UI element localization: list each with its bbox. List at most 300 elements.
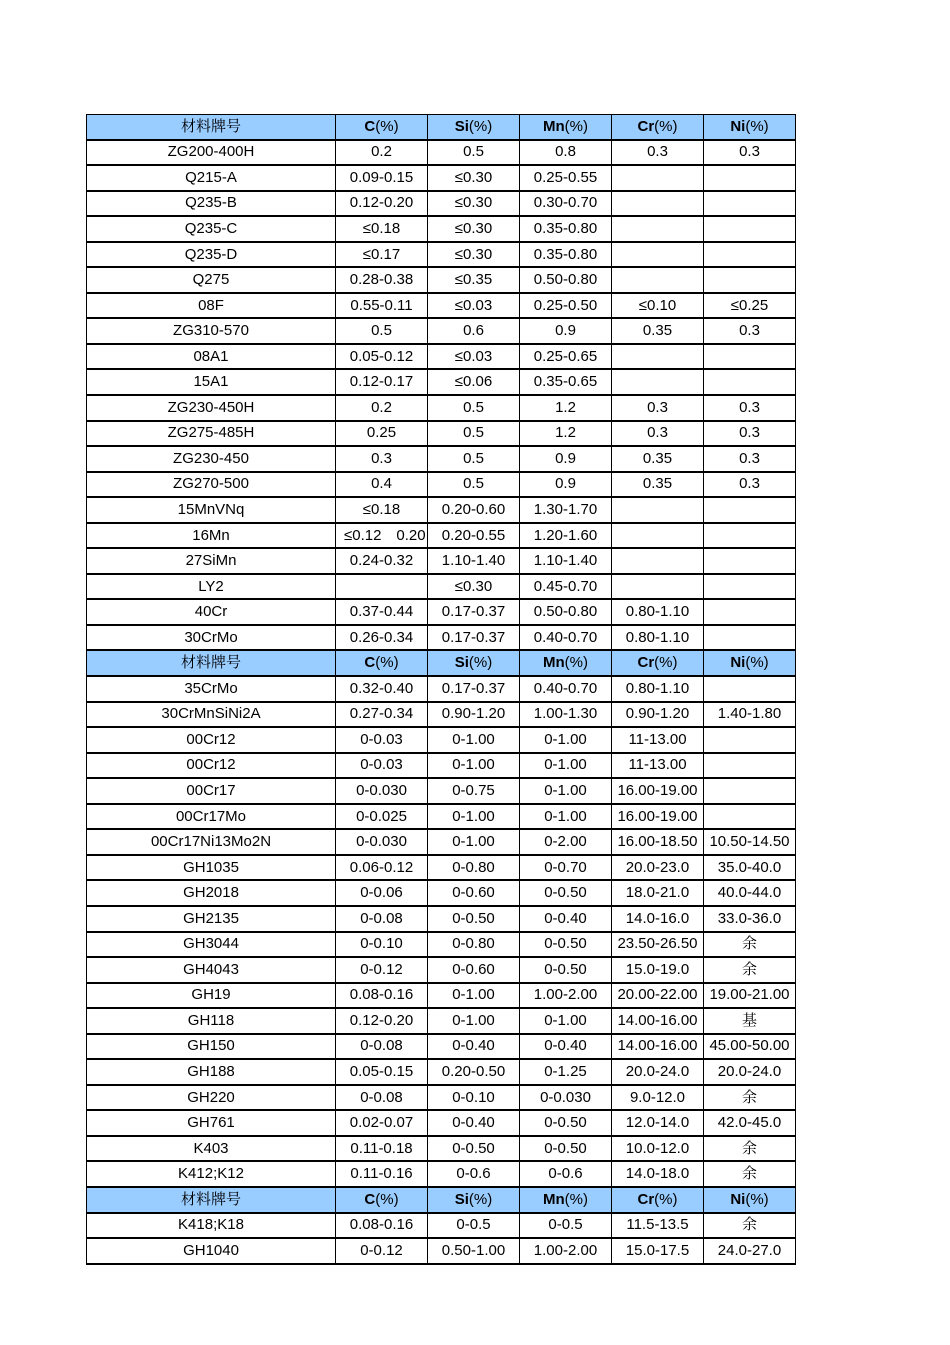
unit-label: (%) bbox=[468, 654, 493, 672]
cell-grade: 15A1 bbox=[87, 369, 336, 395]
cell-carbon: 0-0.03 bbox=[336, 727, 428, 753]
cell-grade: 00Cr12 bbox=[87, 753, 336, 779]
cell-silicon: 0.20-0.50 bbox=[428, 1059, 520, 1085]
table-row bbox=[87, 702, 796, 728]
unit-label: (%) bbox=[468, 1190, 493, 1208]
cell-chromium: 0.3 bbox=[612, 140, 704, 166]
cell-grade: Q215-A bbox=[87, 165, 336, 191]
material-composition-table bbox=[86, 114, 796, 1265]
cell-grade: K418;K18 bbox=[87, 1213, 336, 1239]
cell-silicon: 0-0.60 bbox=[428, 880, 520, 906]
cell-silicon: 0-0.80 bbox=[428, 855, 520, 881]
cell-chromium: 9.0-12.0 bbox=[612, 1085, 704, 1111]
cell-grade: GH761 bbox=[87, 1110, 336, 1136]
table-row bbox=[87, 165, 796, 191]
cell-nickel bbox=[704, 676, 796, 702]
cell-chromium: 16.00-19.00 bbox=[612, 804, 704, 830]
cell-grade: GH1035 bbox=[87, 855, 336, 881]
cell-manganese: 0.9 bbox=[520, 318, 612, 344]
table-row bbox=[87, 523, 796, 549]
cell-chromium bbox=[612, 369, 704, 395]
unit-label: (%) bbox=[654, 654, 678, 672]
cell-chromium bbox=[612, 165, 704, 191]
cell-manganese: 1.2 bbox=[520, 421, 612, 447]
cell-chromium: 15.0-17.5 bbox=[612, 1238, 704, 1264]
table-row bbox=[87, 421, 796, 447]
cell-silicon: 0-0.40 bbox=[428, 1034, 520, 1060]
cell-chromium bbox=[612, 267, 704, 293]
unit-label: (%) bbox=[564, 117, 588, 135]
header-cell-manganese bbox=[520, 115, 612, 140]
header-cell-manganese bbox=[520, 1187, 612, 1213]
cell-silicon: 0.17-0.37 bbox=[428, 625, 520, 651]
table-row bbox=[87, 140, 796, 166]
cell-nickel bbox=[704, 216, 796, 242]
cell-silicon: 0-1.00 bbox=[428, 829, 520, 855]
cell-chromium bbox=[612, 497, 704, 523]
cell-manganese: 0-0.5 bbox=[520, 1213, 612, 1239]
cell-manganese: 1.00-2.00 bbox=[520, 983, 612, 1009]
cell-chromium: 12.0-14.0 bbox=[612, 1110, 704, 1136]
cell-grade: GH188 bbox=[87, 1059, 336, 1085]
cell-nickel: 19.00-21.00 bbox=[704, 983, 796, 1009]
cell-manganese: 0.35-0.65 bbox=[520, 369, 612, 395]
table-row bbox=[87, 1161, 796, 1187]
table-row bbox=[87, 242, 796, 268]
element-symbol: Si bbox=[454, 1190, 469, 1208]
cell-silicon: 0-1.00 bbox=[428, 804, 520, 830]
cell-carbon: 0.27-0.34 bbox=[336, 702, 428, 728]
cell-chromium bbox=[612, 191, 704, 217]
header-cell-nickel bbox=[704, 650, 796, 676]
table-row bbox=[87, 727, 796, 753]
table-row bbox=[87, 446, 796, 472]
cell-grade: ZG230-450H bbox=[87, 395, 336, 421]
unit-label: (%) bbox=[654, 1190, 678, 1208]
cell-silicon: 0-1.00 bbox=[428, 727, 520, 753]
cell-grade: ZG230-450 bbox=[87, 446, 336, 472]
cell-manganese: 0-0.50 bbox=[520, 957, 612, 983]
cell-chromium: 14.0-16.0 bbox=[612, 906, 704, 932]
cell-carbon: 0.37-0.44 bbox=[336, 599, 428, 625]
cell-carbon: 0.12-0.20 bbox=[336, 1008, 428, 1034]
element-symbol: Si bbox=[454, 117, 469, 135]
cell-nickel: 余 bbox=[704, 932, 796, 958]
cell-silicon: ≤0.30 bbox=[428, 216, 520, 242]
cell-chromium: 16.00-18.50 bbox=[612, 829, 704, 855]
cell-manganese: 0.50-0.80 bbox=[520, 599, 612, 625]
cell-nickel bbox=[704, 242, 796, 268]
cell-carbon: 0.25 bbox=[336, 421, 428, 447]
element-symbol: C bbox=[364, 654, 376, 672]
cell-chromium: 0.35 bbox=[612, 446, 704, 472]
cell-grade: GH220 bbox=[87, 1085, 336, 1111]
cell-nickel bbox=[704, 369, 796, 395]
cell-chromium: 20.0-23.0 bbox=[612, 855, 704, 881]
table-row bbox=[87, 1213, 796, 1239]
cell-grade: GH1040 bbox=[87, 1238, 336, 1264]
cell-nickel: 40.0-44.0 bbox=[704, 880, 796, 906]
cell-grade: GH2135 bbox=[87, 906, 336, 932]
cell-nickel bbox=[704, 267, 796, 293]
cell-chromium: 20.00-22.00 bbox=[612, 983, 704, 1009]
header-cell-carbon bbox=[336, 115, 428, 140]
cell-carbon: 0.02-0.07 bbox=[336, 1110, 428, 1136]
cell-manganese: 1.30-1.70 bbox=[520, 497, 612, 523]
cell-chromium: 16.00-19.00 bbox=[612, 778, 704, 804]
cell-nickel: 0.3 bbox=[704, 421, 796, 447]
cell-chromium: 0.80-1.10 bbox=[612, 676, 704, 702]
header-cell-nickel bbox=[704, 1187, 796, 1213]
cell-grade: GH150 bbox=[87, 1034, 336, 1060]
cell-manganese: 0.40-0.70 bbox=[520, 625, 612, 651]
cell-manganese: 0.35-0.80 bbox=[520, 242, 612, 268]
element-symbol: Si bbox=[454, 654, 469, 672]
cell-carbon: ≤0.18 bbox=[336, 497, 428, 523]
cell-carbon bbox=[336, 574, 428, 600]
table-row bbox=[87, 369, 796, 395]
cell-carbon: 0-0.06 bbox=[336, 880, 428, 906]
cell-chromium: 10.0-12.0 bbox=[612, 1136, 704, 1162]
cell-nickel: 余 bbox=[704, 1085, 796, 1111]
cell-nickel: 0.3 bbox=[704, 318, 796, 344]
cell-carbon: 0.12-0.20 bbox=[336, 191, 428, 217]
cell-manganese: 0-1.00 bbox=[520, 753, 612, 779]
table-row bbox=[87, 625, 796, 651]
cell-nickel bbox=[704, 625, 796, 651]
cell-nickel: 35.0-40.0 bbox=[704, 855, 796, 881]
header-cell-nickel bbox=[704, 115, 796, 140]
cell-chromium bbox=[612, 523, 704, 549]
cell-grade: Q235-D bbox=[87, 242, 336, 268]
header-cell-chromium bbox=[612, 650, 704, 676]
cell-silicon: 0.5 bbox=[428, 472, 520, 498]
cell-carbon: 0.55-0.11 bbox=[336, 293, 428, 319]
table-row bbox=[87, 829, 796, 855]
cell-carbon: 0-0.025 bbox=[336, 804, 428, 830]
cell-carbon: ≤0.12 0.20 bbox=[336, 523, 428, 549]
cell-silicon: 0.20-0.55 bbox=[428, 523, 520, 549]
cell-silicon: ≤0.30 bbox=[428, 191, 520, 217]
cell-silicon: 1.10-1.40 bbox=[428, 548, 520, 574]
cell-manganese: 0-2.00 bbox=[520, 829, 612, 855]
cell-carbon: 0-0.030 bbox=[336, 778, 428, 804]
cell-nickel bbox=[704, 778, 796, 804]
cell-silicon: ≤0.03 bbox=[428, 293, 520, 319]
header-row bbox=[87, 1187, 796, 1213]
cell-chromium: 14.0-18.0 bbox=[612, 1161, 704, 1187]
cell-chromium: 0.3 bbox=[612, 421, 704, 447]
table-row bbox=[87, 318, 796, 344]
cell-nickel: 24.0-27.0 bbox=[704, 1238, 796, 1264]
cell-manganese: 0.30-0.70 bbox=[520, 191, 612, 217]
cell-nickel: 余 bbox=[704, 1161, 796, 1187]
table-row bbox=[87, 957, 796, 983]
cell-manganese: 0.25-0.55 bbox=[520, 165, 612, 191]
cell-grade: 00Cr17Mo bbox=[87, 804, 336, 830]
element-symbol: Cr bbox=[637, 1190, 655, 1208]
cell-manganese: 1.10-1.40 bbox=[520, 548, 612, 574]
cell-carbon: 0.3 bbox=[336, 446, 428, 472]
cell-silicon: 0-0.6 bbox=[428, 1161, 520, 1187]
cell-carbon: 0.11-0.16 bbox=[336, 1161, 428, 1187]
cell-chromium bbox=[612, 242, 704, 268]
cell-silicon: 0-0.75 bbox=[428, 778, 520, 804]
table-row bbox=[87, 344, 796, 370]
cell-grade: ZG200-400H bbox=[87, 140, 336, 166]
cell-carbon: 0.12-0.17 bbox=[336, 369, 428, 395]
header-cell-silicon bbox=[428, 1187, 520, 1213]
header-row bbox=[87, 115, 796, 140]
cell-silicon: 0-0.60 bbox=[428, 957, 520, 983]
cell-manganese: 0-0.6 bbox=[520, 1161, 612, 1187]
unit-label: (%) bbox=[375, 117, 399, 135]
cell-nickel: 0.3 bbox=[704, 472, 796, 498]
table-body bbox=[87, 115, 796, 1264]
cell-manganese: 0-0.50 bbox=[520, 880, 612, 906]
table-row bbox=[87, 216, 796, 242]
cell-grade: Q235-B bbox=[87, 191, 336, 217]
cell-nickel: 1.40-1.80 bbox=[704, 702, 796, 728]
cell-silicon: 0-1.00 bbox=[428, 983, 520, 1009]
header-cell-carbon bbox=[336, 1187, 428, 1213]
cell-carbon: 0.2 bbox=[336, 395, 428, 421]
header-cell-grade: 材料牌号 bbox=[87, 115, 336, 140]
cell-chromium: 0.35 bbox=[612, 472, 704, 498]
cell-carbon: 0.06-0.12 bbox=[336, 855, 428, 881]
element-symbol: Cr bbox=[637, 117, 655, 135]
unit-label: (%) bbox=[745, 117, 769, 135]
cell-manganese: 0-0.70 bbox=[520, 855, 612, 881]
cell-chromium: 11.5-13.5 bbox=[612, 1213, 704, 1239]
cell-chromium bbox=[612, 548, 704, 574]
table-row bbox=[87, 1136, 796, 1162]
cell-grade: GH4043 bbox=[87, 957, 336, 983]
cell-carbon: 0.05-0.12 bbox=[336, 344, 428, 370]
cell-carbon: 0.11-0.18 bbox=[336, 1136, 428, 1162]
cell-nickel: 0.3 bbox=[704, 446, 796, 472]
cell-nickel bbox=[704, 599, 796, 625]
element-symbol: C bbox=[364, 1190, 376, 1208]
cell-nickel: 余 bbox=[704, 1136, 796, 1162]
header-cell-chromium bbox=[612, 115, 704, 140]
unit-label: (%) bbox=[468, 117, 493, 135]
cell-carbon: 0.05-0.15 bbox=[336, 1059, 428, 1085]
table-row bbox=[87, 472, 796, 498]
table-row bbox=[87, 1059, 796, 1085]
cell-grade: Q275 bbox=[87, 267, 336, 293]
table-row bbox=[87, 932, 796, 958]
cell-manganese: 1.20-1.60 bbox=[520, 523, 612, 549]
cell-grade: 35CrMo bbox=[87, 676, 336, 702]
table-row bbox=[87, 906, 796, 932]
cell-nickel: 0.3 bbox=[704, 140, 796, 166]
cell-chromium: 0.90-1.20 bbox=[612, 702, 704, 728]
element-symbol: Mn bbox=[543, 1190, 565, 1208]
cell-nickel bbox=[704, 753, 796, 779]
cell-chromium bbox=[612, 574, 704, 600]
cell-grade: 15MnVNq bbox=[87, 497, 336, 523]
element-symbol: Ni bbox=[730, 117, 746, 135]
cell-chromium: 0.80-1.10 bbox=[612, 599, 704, 625]
cell-manganese: 0-1.00 bbox=[520, 727, 612, 753]
cell-silicon: 0-1.00 bbox=[428, 1008, 520, 1034]
cell-carbon: 0.4 bbox=[336, 472, 428, 498]
cell-silicon: ≤0.30 bbox=[428, 242, 520, 268]
table-row bbox=[87, 804, 796, 830]
cell-carbon: 0.08-0.16 bbox=[336, 1213, 428, 1239]
cell-silicon: 0.20-0.60 bbox=[428, 497, 520, 523]
unit-label: (%) bbox=[564, 654, 588, 672]
cell-nickel: 20.0-24.0 bbox=[704, 1059, 796, 1085]
cell-silicon: 0.6 bbox=[428, 318, 520, 344]
cell-grade: 16Mn bbox=[87, 523, 336, 549]
cell-silicon: 0.5 bbox=[428, 446, 520, 472]
cell-silicon: 0-1.00 bbox=[428, 753, 520, 779]
cell-silicon: ≤0.03 bbox=[428, 344, 520, 370]
cell-nickel bbox=[704, 727, 796, 753]
cell-carbon: 0-0.12 bbox=[336, 957, 428, 983]
cell-carbon: 0.2 bbox=[336, 140, 428, 166]
cell-carbon: 0.5 bbox=[336, 318, 428, 344]
cell-manganese: 0.8 bbox=[520, 140, 612, 166]
cell-manganese: 0-0.50 bbox=[520, 1110, 612, 1136]
cell-carbon: ≤0.17 bbox=[336, 242, 428, 268]
table-row bbox=[87, 753, 796, 779]
cell-silicon: 0.50-1.00 bbox=[428, 1238, 520, 1264]
table-row bbox=[87, 497, 796, 523]
cell-nickel: 余 bbox=[704, 1213, 796, 1239]
cell-nickel bbox=[704, 574, 796, 600]
cell-manganese: 0.9 bbox=[520, 446, 612, 472]
table-row bbox=[87, 1238, 796, 1264]
cell-manganese: 0-1.00 bbox=[520, 804, 612, 830]
cell-grade: ZG310-570 bbox=[87, 318, 336, 344]
cell-manganese: 0-1.25 bbox=[520, 1059, 612, 1085]
cell-grade: GH2018 bbox=[87, 880, 336, 906]
cell-manganese: 0-0.030 bbox=[520, 1085, 612, 1111]
cell-carbon: 0.09-0.15 bbox=[336, 165, 428, 191]
cell-chromium: 18.0-21.0 bbox=[612, 880, 704, 906]
cell-silicon: 0.5 bbox=[428, 395, 520, 421]
cell-carbon: ≤0.18 bbox=[336, 216, 428, 242]
cell-manganese: 0-1.00 bbox=[520, 778, 612, 804]
cell-grade: 00Cr12 bbox=[87, 727, 336, 753]
cell-manganese: 0-1.00 bbox=[520, 1008, 612, 1034]
header-cell-grade: 材料牌号 bbox=[87, 650, 336, 676]
cell-silicon: 0-0.80 bbox=[428, 932, 520, 958]
cell-chromium bbox=[612, 344, 704, 370]
cell-nickel: 45.00-50.00 bbox=[704, 1034, 796, 1060]
cell-grade: 08A1 bbox=[87, 344, 336, 370]
cell-silicon: ≤0.35 bbox=[428, 267, 520, 293]
unit-label: (%) bbox=[564, 1190, 588, 1208]
cell-nickel bbox=[704, 165, 796, 191]
table-row bbox=[87, 778, 796, 804]
cell-nickel: ≤0.25 bbox=[704, 293, 796, 319]
unit-label: (%) bbox=[375, 1190, 399, 1208]
cell-silicon: 0.17-0.37 bbox=[428, 676, 520, 702]
table-row bbox=[87, 1008, 796, 1034]
table-row bbox=[87, 1110, 796, 1136]
unit-label: (%) bbox=[745, 1190, 769, 1208]
cell-manganese: 0.9 bbox=[520, 472, 612, 498]
cell-grade: GH3044 bbox=[87, 932, 336, 958]
header-row bbox=[87, 650, 796, 676]
element-symbol: Mn bbox=[543, 117, 565, 135]
cell-chromium: 11-13.00 bbox=[612, 727, 704, 753]
cell-manganese: 1.00-2.00 bbox=[520, 1238, 612, 1264]
cell-nickel: 33.0-36.0 bbox=[704, 906, 796, 932]
cell-silicon: ≤0.06 bbox=[428, 369, 520, 395]
cell-carbon: 0-0.10 bbox=[336, 932, 428, 958]
cell-silicon: 0.5 bbox=[428, 140, 520, 166]
element-symbol: Ni bbox=[730, 1190, 746, 1208]
table-row bbox=[87, 293, 796, 319]
cell-nickel bbox=[704, 804, 796, 830]
cell-nickel bbox=[704, 344, 796, 370]
cell-manganese: 0-0.40 bbox=[520, 906, 612, 932]
cell-grade: K403 bbox=[87, 1136, 336, 1162]
cell-grade: GH19 bbox=[87, 983, 336, 1009]
cell-carbon: 0-0.08 bbox=[336, 906, 428, 932]
cell-carbon: 0.24-0.32 bbox=[336, 548, 428, 574]
cell-manganese: 0-0.50 bbox=[520, 1136, 612, 1162]
table-row bbox=[87, 880, 796, 906]
cell-chromium bbox=[612, 216, 704, 242]
element-symbol: C bbox=[364, 117, 376, 135]
cell-manganese: 0.25-0.50 bbox=[520, 293, 612, 319]
cell-grade: 30CrMnSiNi2A bbox=[87, 702, 336, 728]
cell-manganese: 0.45-0.70 bbox=[520, 574, 612, 600]
cell-manganese: 1.2 bbox=[520, 395, 612, 421]
cell-carbon: 0.26-0.34 bbox=[336, 625, 428, 651]
table-row bbox=[87, 855, 796, 881]
table-row bbox=[87, 267, 796, 293]
cell-manganese: 0-0.50 bbox=[520, 932, 612, 958]
cell-carbon: 0-0.08 bbox=[336, 1034, 428, 1060]
cell-chromium: ≤0.10 bbox=[612, 293, 704, 319]
cell-carbon: 0-0.08 bbox=[336, 1085, 428, 1111]
cell-silicon: 0-0.50 bbox=[428, 1136, 520, 1162]
cell-silicon: ≤0.30 bbox=[428, 165, 520, 191]
unit-label: (%) bbox=[745, 654, 769, 672]
header-cell-carbon bbox=[336, 650, 428, 676]
cell-manganese: 0.50-0.80 bbox=[520, 267, 612, 293]
cell-silicon: 0-0.5 bbox=[428, 1213, 520, 1239]
cell-grade: ZG270-500 bbox=[87, 472, 336, 498]
cell-silicon: 0-0.40 bbox=[428, 1110, 520, 1136]
cell-manganese: 0.40-0.70 bbox=[520, 676, 612, 702]
table-row bbox=[87, 599, 796, 625]
cell-carbon: 0-0.12 bbox=[336, 1238, 428, 1264]
cell-silicon: 0.5 bbox=[428, 421, 520, 447]
cell-chromium: 0.35 bbox=[612, 318, 704, 344]
cell-carbon: 0.08-0.16 bbox=[336, 983, 428, 1009]
cell-nickel: 基 bbox=[704, 1008, 796, 1034]
cell-nickel: 10.50-14.50 bbox=[704, 829, 796, 855]
unit-label: (%) bbox=[654, 117, 678, 135]
header-cell-silicon bbox=[428, 115, 520, 140]
cell-silicon: 0.17-0.37 bbox=[428, 599, 520, 625]
cell-nickel bbox=[704, 523, 796, 549]
cell-grade: 27SiMn bbox=[87, 548, 336, 574]
table-row bbox=[87, 548, 796, 574]
cell-chromium: 11-13.00 bbox=[612, 753, 704, 779]
cell-silicon: 0-0.50 bbox=[428, 906, 520, 932]
cell-nickel bbox=[704, 548, 796, 574]
cell-nickel: 0.3 bbox=[704, 395, 796, 421]
